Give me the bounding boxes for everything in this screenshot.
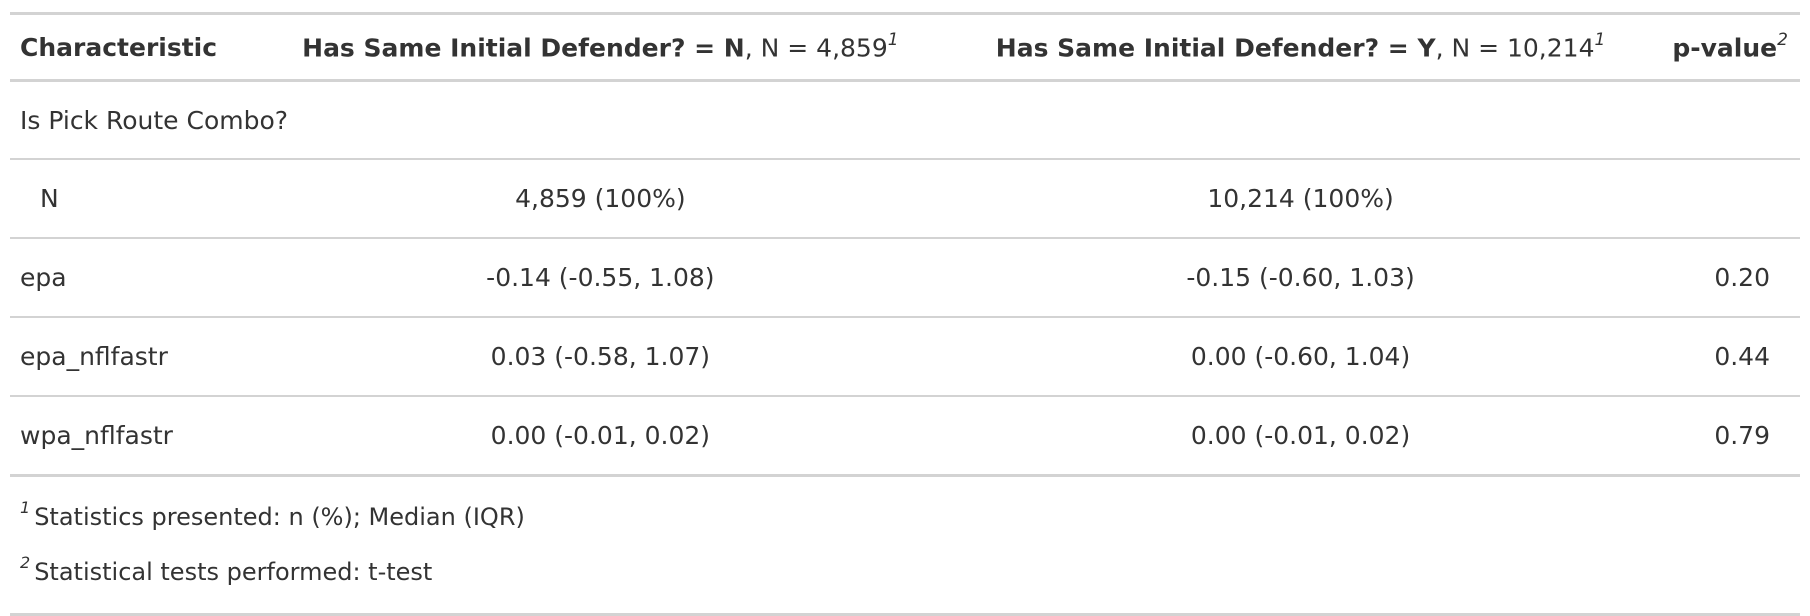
header-characteristic (10, 14, 254, 81)
row-label: N (10, 159, 254, 238)
group-row (10, 81, 1800, 160)
cell-same-defender-y: 0.00 (-0.60, 1.04) (947, 317, 1655, 396)
cell-same-defender-y: 10,214 (100%) (947, 159, 1655, 238)
summary-table-container (10, 12, 1800, 616)
footnote-marker: 1 (20, 498, 31, 517)
header-p-value (1654, 14, 1800, 81)
row-label: epa (10, 238, 254, 317)
table-footnotes (10, 474, 1800, 616)
footnote-2 (20, 546, 1790, 601)
cell-p-value: 0.20 (1654, 238, 1800, 317)
cell-same-defender-n: 0.00 (-0.01, 0.02) (254, 396, 947, 474)
header-row (10, 14, 1800, 81)
header-p-value-label: p-value (1672, 33, 1778, 63)
header-same-defender-n-title: Has Same Initial Defender? = N (302, 33, 745, 63)
table-row (10, 159, 1800, 238)
cell-same-defender-y: -0.15 (-0.60, 1.03) (947, 238, 1655, 317)
table-row (10, 396, 1800, 474)
header-same-defender-y (947, 14, 1655, 81)
header-same-defender-y-title: Has Same Initial Defender? = Y (995, 33, 1436, 63)
cell-same-defender-n: 4,859 (100%) (254, 159, 947, 238)
group-label: Is Pick Route Combo? (20, 105, 289, 135)
cell-same-defender-n: 0.03 (-0.58, 1.07) (254, 317, 947, 396)
table-row (10, 238, 1800, 317)
header-same-defender-y-count: , N = 10,214 (1435, 33, 1595, 63)
footnote-marker: 2 (1777, 29, 1788, 50)
cell-same-defender-y: 0.00 (-0.01, 0.02) (947, 396, 1655, 474)
footnote-text: Statistical tests performed: t-test (34, 558, 433, 586)
header-characteristic-label: Characteristic (20, 32, 218, 62)
summary-table (10, 12, 1800, 474)
cell-p-value: 0.44 (1654, 317, 1800, 396)
footnote-marker: 2 (20, 553, 31, 572)
row-label: epa_nflfastr (10, 317, 254, 396)
footnote-marker: 1 (1594, 29, 1606, 50)
cell-same-defender-n: -0.14 (-0.55, 1.08) (254, 238, 947, 317)
header-same-defender-n (254, 14, 947, 81)
cell-p-value: 0.79 (1654, 396, 1800, 474)
footnote-1 (20, 491, 1790, 546)
footnote-text: Statistics presented: n (%); Median (IQR) (34, 503, 525, 531)
cell-p-value (1654, 159, 1800, 238)
header-same-defender-n-count: , N = 4,859 (744, 33, 888, 63)
table-row (10, 317, 1800, 396)
footnote-marker: 1 (887, 29, 899, 50)
row-label: wpa_nflfastr (10, 396, 254, 474)
